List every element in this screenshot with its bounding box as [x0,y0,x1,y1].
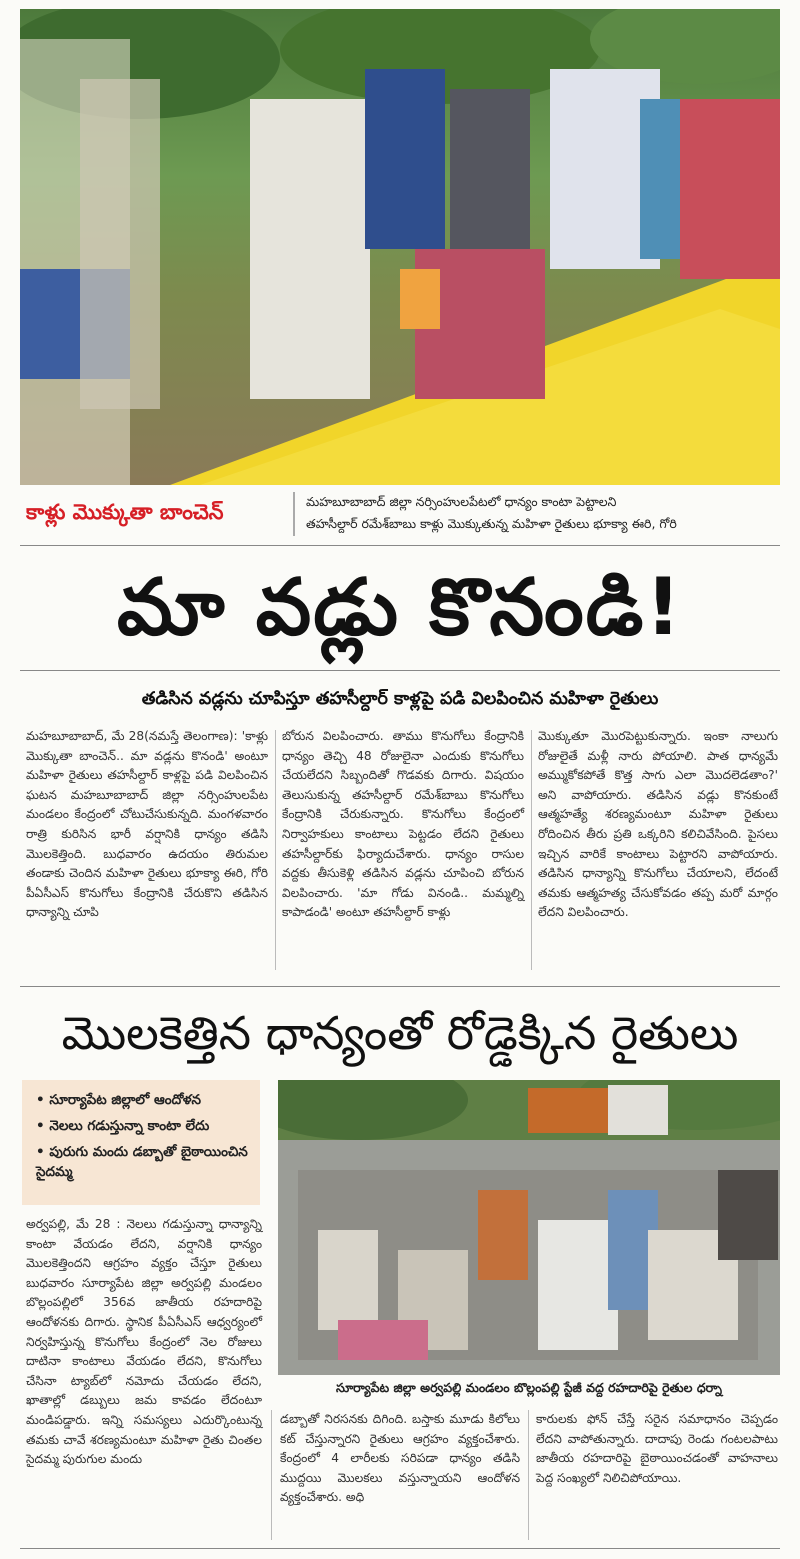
column-divider [528,1410,529,1540]
article-text: బోరున విలపించారు. తాము కొనుగోలు కేంద్రానికి ధాన్యం తెచ్చి 48 రోజులైనా ఎందుకు కొనుగోలు చేయలేదని సిబ్బందితో గొడవకు దిగారు. విషయం తెలుసుకున్న తహసీల్దార్ రమేశ్‌బాబు కొనుగోలు కేంద్రానికి చేరుకున్నారు. కొనుగోలు కేంద్రంలో నిర్వాహకులు కాంటాలు పెట్టడం లేదని రైతులు తహసీల్దార్‌కు ఫిర్యాదుచేశారు. ధాన్యం రాసుల వద్దకు తీసుకెళ్లి తడిసిన వడ్లను చూపించి బోరున విలపించారు. 'మా గోడు వినండి.. మమ్మల్ని కాపాడండి' అంటూ తహసీల్దార్ కాళ్లు [282,729,524,920]
road-photo-caption: సూర్యాపేట జిల్లా అర్వపల్లి మండలం బొల్లంపల్లి స్టేజీ వద్ద రహదారిపై రైతుల ధర్నా [336,1380,722,1395]
bullet-icon: • [36,1092,50,1108]
story2-headline: మొలకెత్తిన ధాన్యంతో రోడ్డెక్కిన రైతులు [61,1006,739,1060]
farmers-tahsildar-photo [20,9,780,485]
story1-column-2 [282,727,524,972]
story2-column-2 [280,1410,520,1545]
divider [20,545,780,546]
article-text: డబ్బాతో నిరసనకు దిగింది. బస్తాకు మూడు కిలోలు కట్ చేస్తున్నారని రైతులు ఆగ్రహం వ్యక్తంచేశారు. కేంద్రంలో 4 లారీలకు సరిపడా ధాన్యం తడిసి ముద్దయి మొలకలు వస్తున్నాయని ఆందోళన వ్యక్తంచేశారు. అధి [280,1412,520,1505]
photo-caption-line-2: తహసీల్దార్ రమేశ్‌బాబు కాళ్లు మొక్కుతున్న మహిళా రైతులు భూక్యా ఈరి, గోరి [306,516,677,531]
column-divider [271,1410,272,1540]
main-headline: మా వడ్లు కొనండి! [117,563,683,653]
article-text: అర్వపల్లి, మే 28 : నెలలు గడుస్తున్నా ధాన్యాన్ని కాంటా వేయడం లేదని, వర్షానికి ధాన్యం మొలకెత్తిందని ఆగ్రహం వ్యక్తం చేస్తూ రైతులు బుధవారం సూర్యాపేట జిల్లా అర్వపల్లి మండలం బొల్లంపల్లిలో 356వ జాతీయ రహదారిపై ఆందోళనకు దిగారు. స్థానిక పీఏసీఎస్ ఆధ్వర్యంలో నిర్వహిస్తున్న కొనుగోలు కేంద్రంలో నెల రోజులు దాటినా కాంటాలు వేయడం లేదని, కొనుగోలు చేసినా ట్యాబ్‌లో నమోదు చేయడం లేదని, ఖాతాల్లో డబ్బులు జమ కావడం లేదంటూ మండిపడ్డారు. ఇన్ని సమస్యలు ఎదుర్కొంటున్న తమకు చావే శరణ్యమంటూ మహిళా రైతు చింతల సైదమ్మ పురుగుల మందు [26,1217,262,1467]
sub-headline: తడిసిన వడ్లను చూపిస్తూ తహసీల్దార్ కాళ్లపై పడి విలపించిన మహిళా రైతులు [141,689,659,709]
caption-tag: కాళ్లు మొక్కుతా బాంచెన్ [26,500,224,524]
column-divider [531,730,532,970]
story1-column-3 [538,727,778,972]
bullet-icon: • [36,1144,50,1160]
article-text: మహబూబాబాద్, మే 28(నమస్తే తెలంగాణ): 'కాళ్లు మొక్కుతా బాంచెన్.. మా వడ్లను కొనండి' అంటూ మహిళా రైతులు తహసీల్దార్ కాళ్లపై పడి విలపించిన ఘటన మహబూబాబాద్ జిల్లా నర్సింహులపేట మండలం కేంద్రంలో చోటుచేసుకున్నది. మంగళవారం రాత్రి కురిసిన భారీ వర్షానికి ధాన్యం తడిసి మొలకెత్తింది. బుధవారం ఉదయం తిరుమల తండాకు చెందిన మహిళా రైతులు భూక్యా ఈరి, గోరి పీఏసీఎస్ కొనుగోలు కేంద్రానికి చేరుకొని తడిసిన ధాన్యాన్ని చూపి [26,729,268,920]
article-text: మొక్కుతూ మొరపెట్టుకున్నారు. ఇంకా నాలుగు రోజులైతే మళ్లీ నారు పోయాలి. పాత ధాన్యమే అమ్ముకోకపోతే కొత్త సాగు ఎలా మొదలెడతాం?' అని వాపోయారు. తడిసిన వడ్లు కొనకుంటే ఆత్మహత్యే శరణ్యమంటూ మహిళా రైతులు రోదించిన తీరు ప్రతి ఒక్కరిని కలిచివేసింది. పైసలు ఇచ్చిన వారికే కాంటాలు పెట్టారని వాపోయారు. తడిసిన ధాన్యాన్ని కొనుగోలు చేయాలని, లేదంటే తమకు ఆత్మహత్య చేసుకోవడం తప్ప మరో మార్గం లేదని విలపించారు. [538,729,778,920]
highlight-item: • పురుగు మందు డబ్బాతో బైఠాయించిన సైదమ్మ [36,1144,248,1180]
story1-column-1 [26,727,268,972]
story2-column-3 [536,1410,778,1545]
highlight-item: • సూర్యాపేట జిల్లాలో ఆందోళన [36,1092,202,1108]
story2-column-1 [26,1215,262,1545]
article-text: కారులకు ఫోన్ చేస్తే సరైన సమాధానం చెప్పడం లేదని వాపోతున్నారు. దాదాపు రెండు గంటలపాటు జాతీయ రహదారిపై బైఠాయించడంతో వాహనాలు పెద్ద సంఖ్యలో నిలిచిపోయాయి. [536,1412,778,1485]
road-protest-photo [278,1080,780,1375]
caption-divider [293,492,295,536]
highlight-item: • నెలలు గడుస్తున్నా కాంటా లేదు [36,1118,210,1134]
divider [20,986,780,987]
bullet-icon: • [36,1118,50,1134]
highlights-box [22,1080,260,1205]
divider [20,670,780,671]
divider [20,1548,780,1549]
column-divider [275,730,276,970]
photo-caption-line-1: మహబూబాబాద్ జిల్లా నర్సింహులపేటలో ధాన్యం కాంటా పెట్టాలని [306,494,617,509]
